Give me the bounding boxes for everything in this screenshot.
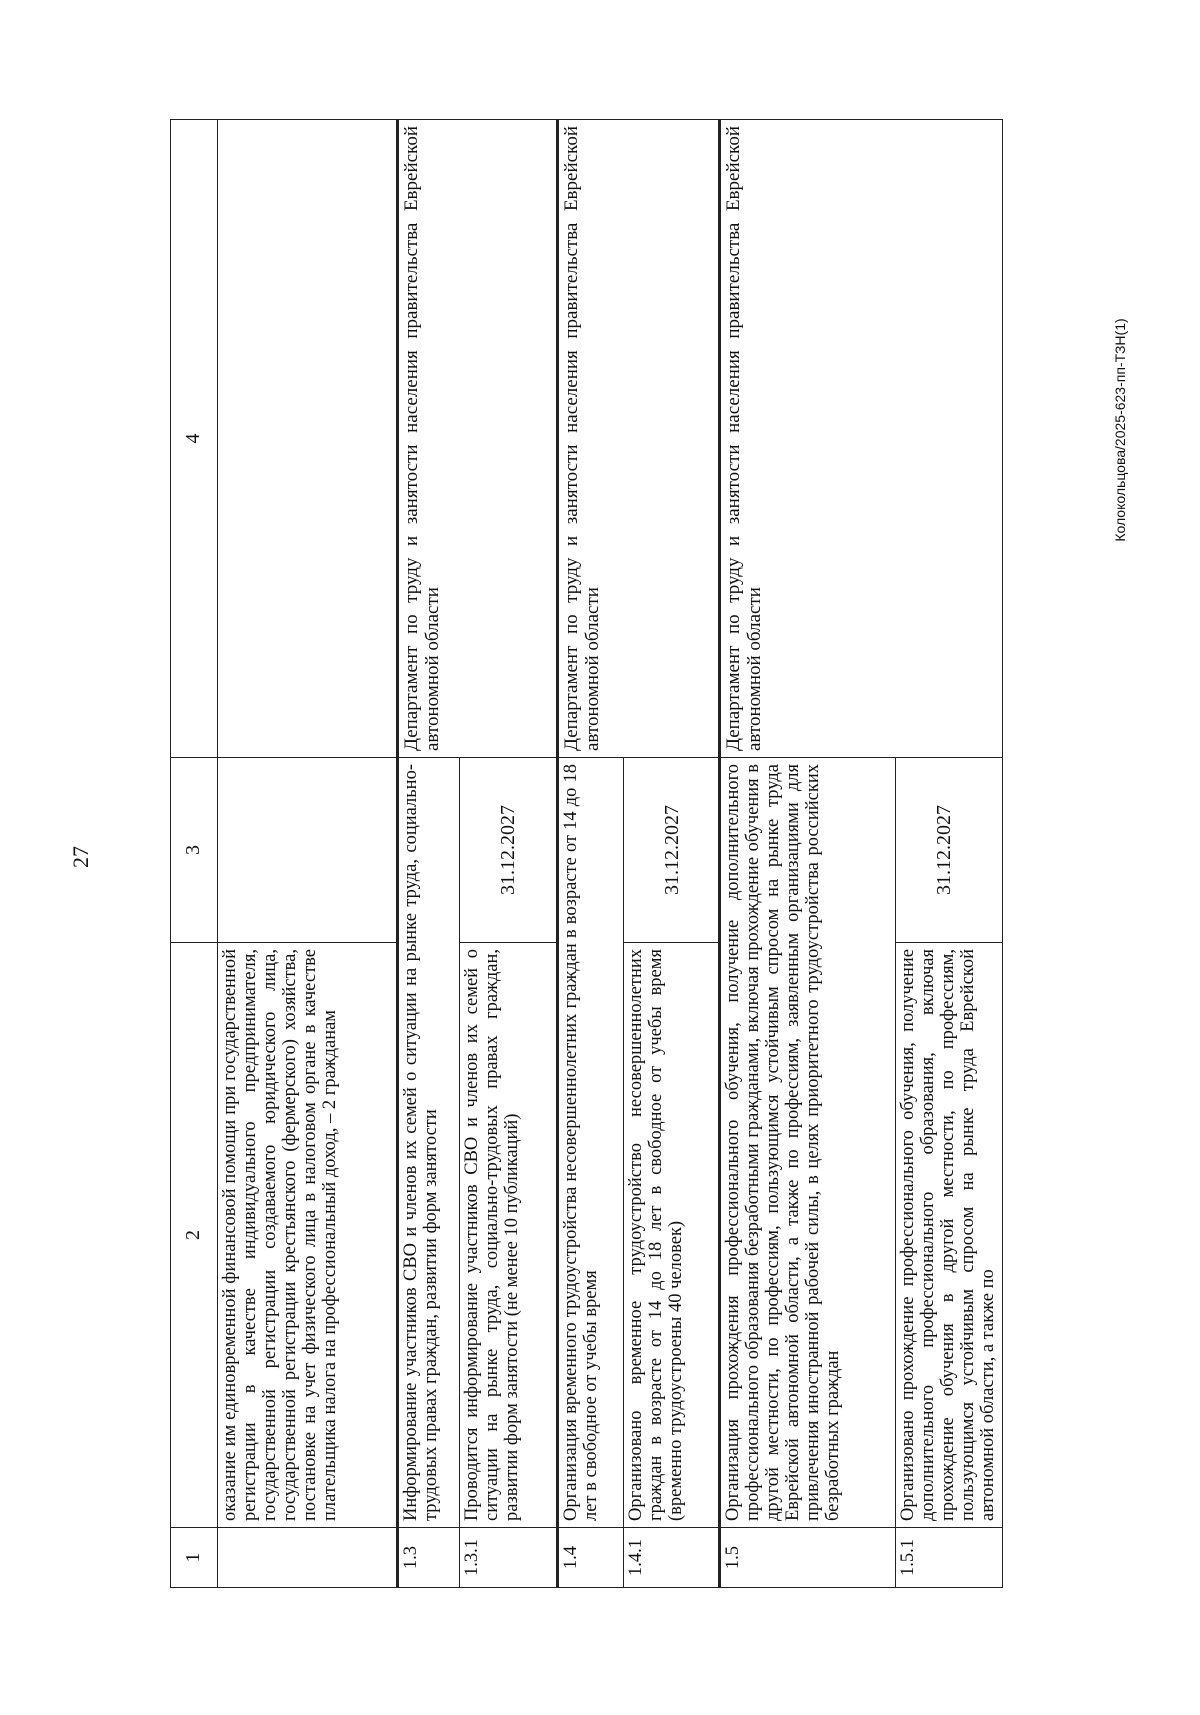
dept-cell [218, 120, 398, 758]
header-col-1: 1 [171, 1528, 218, 1588]
row-text: Организация временного трудоустройства несовершеннолетних граждан в возрасте от 14 до 18 лет в свободное от учебы время [558, 758, 624, 1528]
deadline-date: 31.12.2027 [460, 758, 558, 943]
responsible-department: Департамент по труду и занятости населения правительства Еврейской автономной области [398, 120, 558, 758]
row-text: Организовано временное трудоустройство несовершеннолетних граждан в возрасте от 14 до 18 лет в свободное от учебы время (временно трудоустроены 40 человек) [624, 943, 720, 1528]
row-num: 1.5.1 [896, 1528, 1003, 1588]
header-row [171, 120, 218, 1588]
header-col-3: 3 [171, 758, 218, 943]
continuation-text: оказание им единовременной финансовой помощи при государственной регистрации в качестве индивидуального предпринимателя, государственной регистрации создаваемого юридического лица, государственной регистрации крестьянского (фермерского) хозяйства, постановке на учет физического лица в налоговом органе в качестве плательщика налога на профессиональный доход, – 2 гражданам [218, 943, 398, 1528]
responsible-department: Департамент по труду и занятости населения правительства Еврейской автономной области [720, 120, 1003, 758]
row-num: 1.5 [720, 1528, 896, 1588]
deadline-date: 31.12.2027 [896, 758, 1003, 943]
responsible-department: Департамент по труду и занятости населения правительства Еврейской автономной области [558, 120, 720, 758]
table-row [558, 120, 624, 1588]
page-number: 27 [68, 846, 93, 868]
row-num: 1.3.1 [460, 1528, 558, 1588]
table-row [218, 120, 398, 1588]
row-text: Проводится информирование участников СВО и членов их семей о ситуации на рынке труда, социально-трудовых правах граждан, развитии форм занятости (не менее 10 публикаций) [460, 943, 558, 1528]
activity-table [170, 119, 1003, 1588]
table-row [398, 120, 460, 1588]
document-code: Колокольцова/2025-623-пп-ТЗН(1) [1112, 318, 1128, 542]
date-cell [218, 758, 398, 943]
table-row [720, 120, 896, 1588]
row-num: 1.4.1 [624, 1528, 720, 1588]
deadline-date: 31.12.2027 [624, 758, 720, 943]
row-text: Организовано прохождение профессионального обучения, получение дополнительного профессионального образования, включая прохождение обучения в другой местности, по профессиям, пользующимся устойчивым спросом на рынке труда Еврейской автономной области, а также по [896, 943, 1003, 1528]
row-num-cell [218, 1528, 398, 1588]
row-text: Организация прохождения профессионального обучения, получение дополнительного профессионального образования безработными гражданами, включая прохождение обучения в другой местности, по профессиям, пользующимся устойчивым спросом на рынке труда Еврейской автономной области, а также по профессиям, заявленным организациями для привлечения иностранной рабочей силы, в целях приоритетного трудоустройства российских безработных граждан [720, 758, 896, 1528]
row-num: 1.3 [398, 1528, 460, 1588]
row-text: Информирование участников СВО и членов их семей о ситуации на рынке труда, социально-трудовых правах граждан, развитии форм занятости [398, 758, 460, 1528]
row-num: 1.4 [558, 1528, 624, 1588]
header-col-2: 2 [171, 943, 218, 1528]
header-col-4: 4 [171, 120, 218, 758]
rotated-table-container [170, 120, 1100, 1588]
